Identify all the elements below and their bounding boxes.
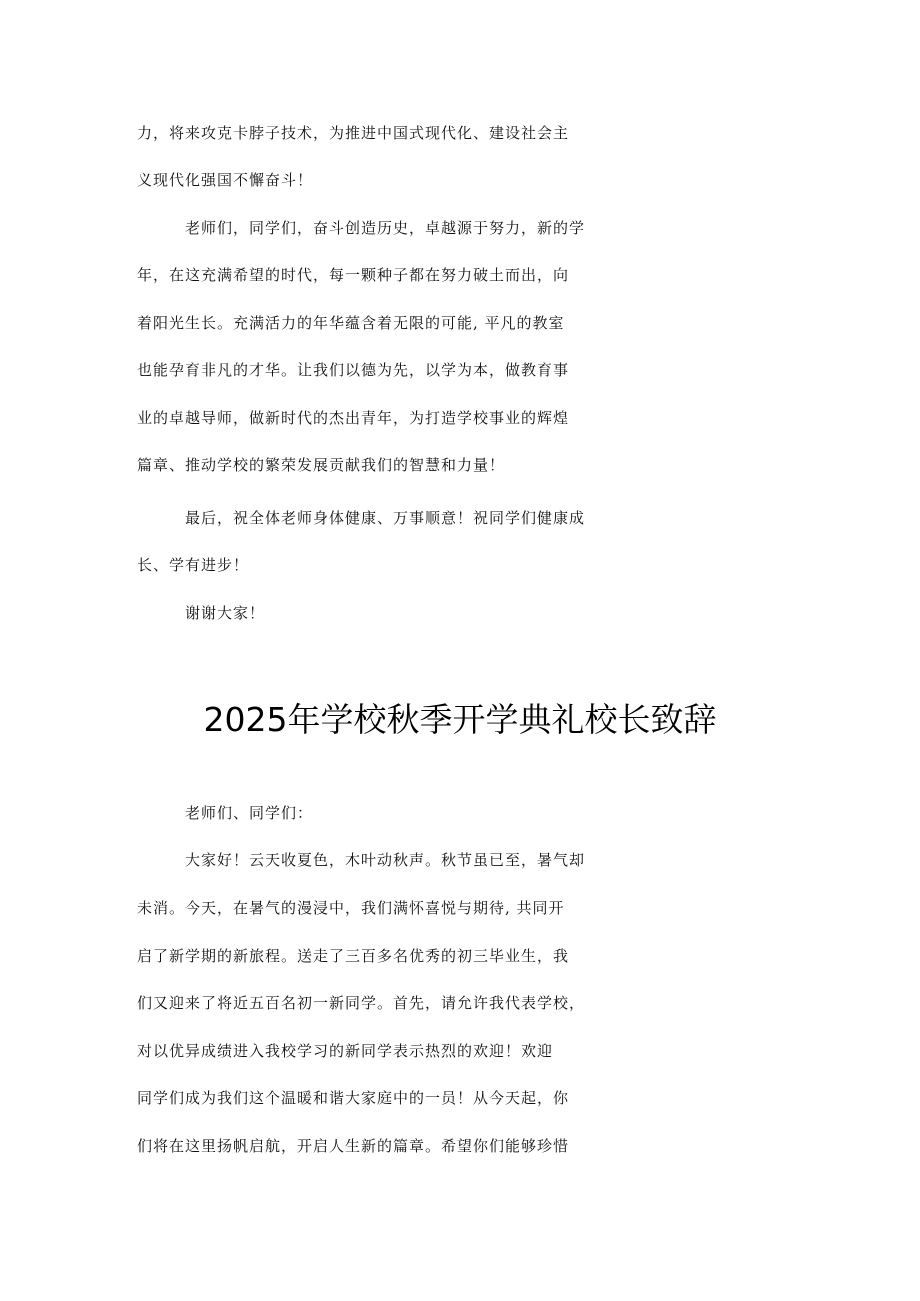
paragraph-line: 最后，祝全体老师身体健康、万事顺意！祝同学们健康成 [185,509,586,527]
paragraph-line: 业的卓越导师，做新时代的杰出青年，为打造学校事业的辉煌 [137,409,570,427]
paragraph-line: 篇章、推动学校的繁荣发展贡献我们的智慧和力量！ [137,456,506,474]
paragraph-line: 力，将来攻克卡脖子技术，为推进中国式现代化、建设社会主 [137,124,570,142]
paragraph-line: 谢谢大家！ [185,604,266,622]
paragraph-line: 同学们成为我们这个温暖和谐大家庭中的一员！从今天起，你 [137,1089,570,1107]
paragraph-line: 们将在这里扬帆启航，开启人生新的篇章。希望你们能够珍惜 [137,1137,570,1155]
salutation-line: 老师们、同学们： [185,804,314,822]
paragraph-line: 着阳光生长。充满活力的年华蕴含着无限的可能, 平凡的教室 [137,314,565,332]
paragraph-line: 也能孕育非凡的才华。让我们以德为先，以学为本，做教育事 [137,361,570,379]
paragraph-line: 年，在这充满希望的时代，每一颗种子都在努力破土而出，向 [137,266,570,284]
paragraph-line: 启了新学期的新旅程。送走了三百多名优秀的初三毕业生，我 [137,947,570,965]
paragraph-line: 老师们，同学们，奋斗创造历史，卓越源于努力，新的学 [185,219,586,237]
paragraph-line: 大家好！云天收夏色，木叶动秋声。秋节虽已至，暑气却 [185,851,586,869]
paragraph-line: 未消。今天，在暑气的漫浸中，我们满怀喜悦与期待, 共同开 [137,899,565,917]
paragraph-line: 们又迎来了将近五百名初一新同学。首先，请允许我代表学校， [137,994,586,1012]
paragraph-line: 义现代化强国不懈奋斗！ [137,171,314,189]
paragraph-line: 长、学有进步！ [137,556,250,574]
paragraph-line: 对以优异成绩进入我校学习的新同学表示热烈的欢迎！欢迎 [137,1042,554,1060]
document-title: 2025年学校秋季开学典礼校长致辞 [203,700,717,739]
